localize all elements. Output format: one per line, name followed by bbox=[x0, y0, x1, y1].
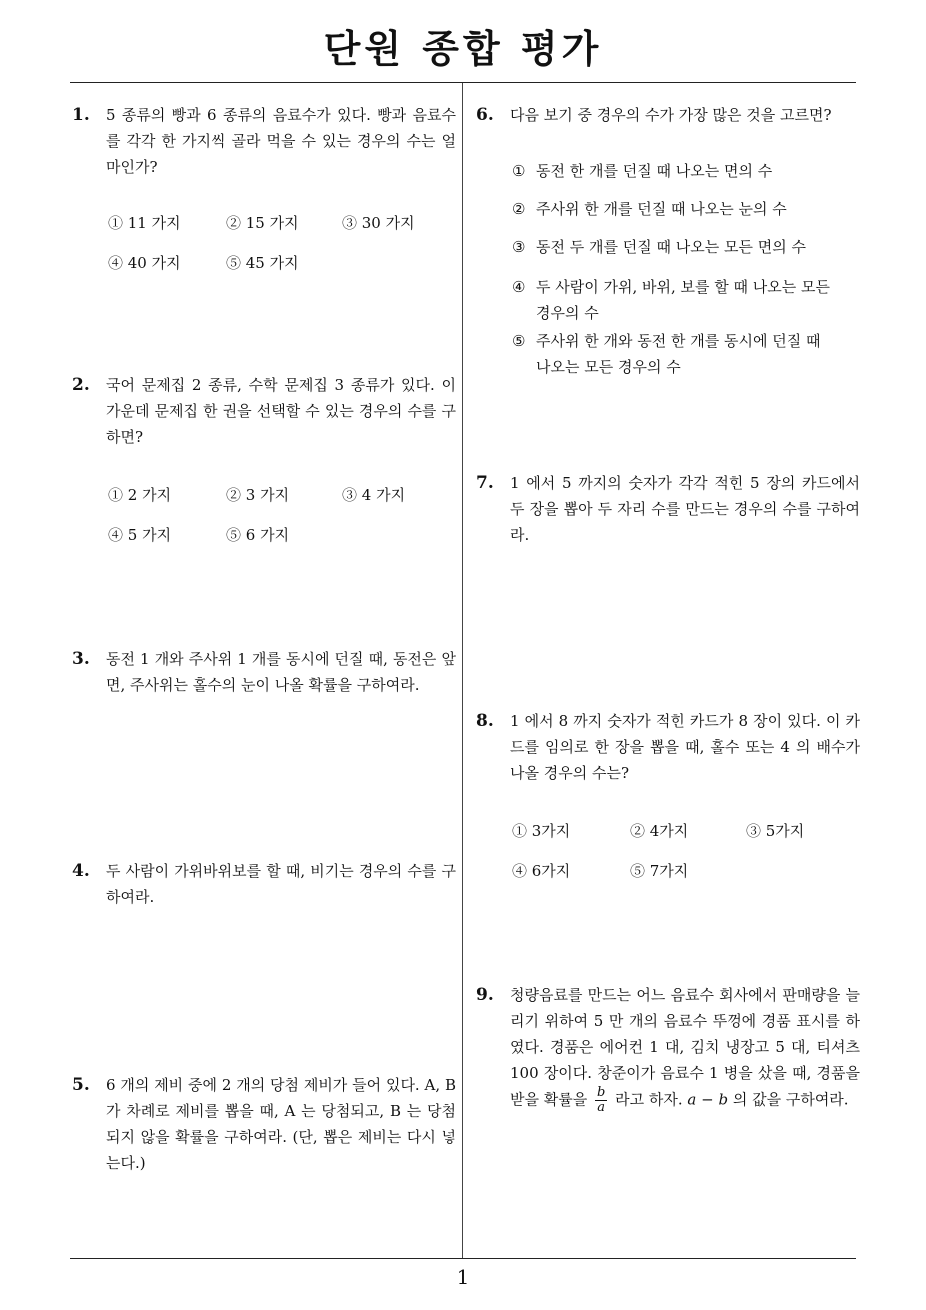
option-1[interactable] bbox=[512, 158, 772, 184]
option-mark: ④ bbox=[512, 278, 526, 296]
option-5[interactable]: ⑤ 45 가지 bbox=[226, 254, 299, 272]
question-text-end: 의 값을 구하여라. bbox=[732, 1090, 849, 1109]
question-number: 5. bbox=[72, 1075, 90, 1095]
fraction-numerator: b bbox=[597, 1085, 606, 1100]
question-7 bbox=[476, 470, 860, 548]
fraction-b-over-a bbox=[595, 1086, 607, 1115]
option-text-line-2: 경우의 수 bbox=[536, 304, 599, 322]
question-text: 1 에서 8 까지 숫자가 적힌 카드가 8 장이 있다. 이 카드를 임의로 한 장을 뽑을 때, 홀수 또는 4 의 배수가 나올 경우의 수는? bbox=[510, 712, 860, 782]
option-mark: ② bbox=[512, 200, 526, 218]
question-text: 1 에서 5 까지의 숫자가 각각 적힌 5 장의 카드에서 두 장을 뽑아 두 자리 수를 만드는 경우의 수를 구하여라. bbox=[510, 474, 860, 544]
question-number: 7. bbox=[476, 473, 494, 493]
question-6 bbox=[476, 102, 860, 128]
option-5[interactable]: ⑤ 7가지 bbox=[630, 862, 689, 880]
question-text-body: 청량음료를 만드는 어느 음료수 회사에서 판매량을 늘리기 위하여 5 만 개의 음료수 뚜껑에 경품 표시를 하였다. 경품은 에어컨 1 대, 김치 냉장고 5 대, 티셔츠 100 장이다. 창준이가 음료수 1 병을 샀을 때, 경품을 bbox=[510, 986, 860, 1082]
option-text-line-1: 두 사람이 가위, 바위, 보를 할 때 나오는 모든 bbox=[536, 278, 831, 296]
question-text bbox=[510, 982, 860, 1115]
question-text: 5 종류의 빵과 6 종류의 음료수가 있다. 빵과 음료수를 각각 한 가지씩 골라 먹을 수 있는 경우의 수는 얼마인가? bbox=[106, 106, 456, 176]
option-3[interactable] bbox=[512, 234, 806, 260]
question-number: 2. bbox=[72, 375, 90, 395]
question-text: 두 사람이 가위바위보를 할 때, 비기는 경우의 수를 구하여라. bbox=[106, 862, 456, 906]
option-1[interactable]: ① 11 가지 bbox=[108, 214, 181, 232]
column-divider bbox=[462, 83, 463, 1258]
question-8 bbox=[476, 708, 860, 786]
bottom-rule bbox=[70, 1258, 856, 1259]
question-4 bbox=[72, 858, 456, 910]
question-5 bbox=[72, 1072, 456, 1176]
question-number: 6. bbox=[476, 105, 494, 125]
option-5[interactable]: ⑤ 6 가지 bbox=[226, 526, 290, 544]
page-number: 1 bbox=[456, 1265, 470, 1289]
question-number: 9. bbox=[476, 985, 494, 1005]
question-number: 4. bbox=[72, 861, 90, 881]
option-3[interactable]: ③ 4 가지 bbox=[342, 486, 406, 504]
option-text-line-2: 나오는 모든 경우의 수 bbox=[536, 358, 681, 376]
question-1 bbox=[72, 102, 456, 180]
question-number: 1. bbox=[72, 105, 90, 125]
option-mark: ⑤ bbox=[512, 332, 526, 350]
question-text: 동전 1 개와 주사위 1 개를 동시에 던질 때, 동전은 앞면, 주사위는 홀수의 눈이 나올 확률을 구하여라. bbox=[106, 650, 456, 694]
option-3[interactable]: ③ 5가지 bbox=[746, 822, 805, 840]
option-text: 동전 두 개를 던질 때 나오는 모든 면의 수 bbox=[536, 238, 806, 256]
option-4[interactable]: ④ 40 가지 bbox=[108, 254, 181, 272]
question-2 bbox=[72, 372, 456, 450]
option-4[interactable] bbox=[512, 274, 830, 326]
option-mark: ① bbox=[512, 162, 526, 180]
math-expression: a − b bbox=[687, 1090, 729, 1109]
fraction-denominator: a bbox=[597, 1100, 606, 1115]
question-text: 다음 보기 중 경우의 수가 가장 많은 것을 고르면? bbox=[510, 106, 832, 124]
option-text-line-1: 주사위 한 개와 동전 한 개를 동시에 던질 때 bbox=[536, 332, 821, 350]
option-mark: ③ bbox=[512, 238, 526, 256]
question-number: 8. bbox=[476, 711, 494, 731]
option-5[interactable] bbox=[512, 328, 820, 380]
question-text: 6 개의 제비 중에 2 개의 당첨 제비가 들어 있다. A, B 가 차례로 제비를 뽑을 때, A 는 당첨되고, B 는 당첨되지 않을 확률을 구하여라. (단, 뽑은 제비는 다시 넣는다.) bbox=[106, 1076, 456, 1172]
option-text: 동전 한 개를 던질 때 나오는 면의 수 bbox=[536, 162, 773, 180]
option-4[interactable]: ④ 5 가지 bbox=[108, 526, 172, 544]
question-text-tail: 받을 확률을 bbox=[510, 1090, 588, 1109]
option-2[interactable] bbox=[512, 196, 787, 222]
question-text: 국어 문제집 2 종류, 수학 문제집 3 종류가 있다. 이 가운데 문제집 한 권을 선택할 수 있는 경우의 수를 구하면? bbox=[106, 376, 456, 446]
option-3[interactable]: ③ 30 가지 bbox=[342, 214, 415, 232]
question-9 bbox=[476, 982, 860, 1115]
option-2[interactable]: ② 3 가지 bbox=[226, 486, 290, 504]
top-rule bbox=[70, 82, 856, 83]
option-2[interactable]: ② 15 가지 bbox=[226, 214, 299, 232]
question-text-tail-2: 라고 하자. bbox=[615, 1090, 683, 1109]
page-title: 단원 종합 평가 bbox=[323, 27, 603, 71]
question-number: 3. bbox=[72, 649, 90, 669]
option-text: 주사위 한 개를 던질 때 나오는 눈의 수 bbox=[536, 200, 787, 218]
option-1[interactable]: ① 3가지 bbox=[512, 822, 571, 840]
question-3 bbox=[72, 646, 456, 698]
option-4[interactable]: ④ 6가지 bbox=[512, 862, 571, 880]
option-1[interactable]: ① 2 가지 bbox=[108, 486, 172, 504]
option-2[interactable]: ② 4가지 bbox=[630, 822, 689, 840]
